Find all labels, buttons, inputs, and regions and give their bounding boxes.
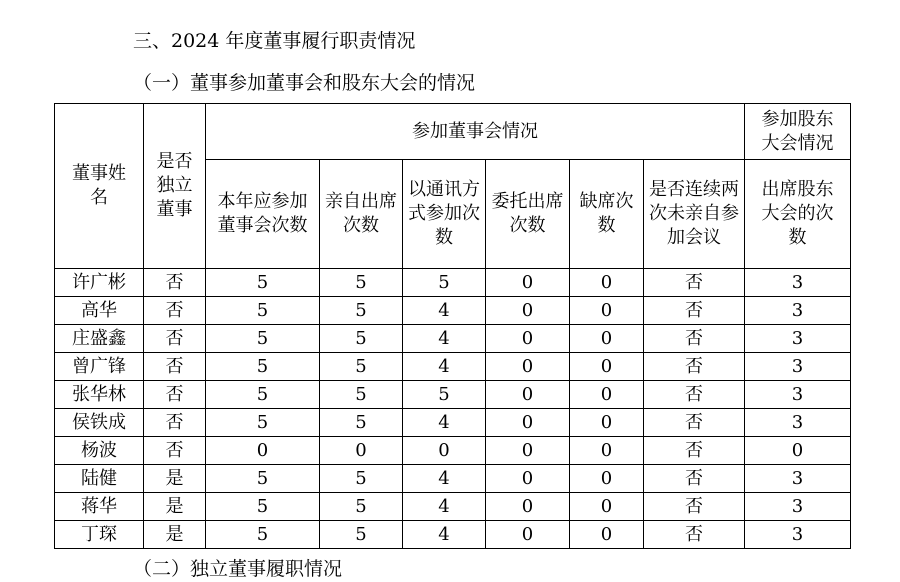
cell-proxy: 0 [486, 437, 570, 465]
header-consecutive-absence: 是否连续两次未亲自参加会议 [644, 160, 745, 269]
cell-consecutive: 否 [644, 353, 745, 381]
header-board-group: 参加董事会情况 [206, 104, 745, 160]
cell-proxy: 0 [486, 269, 570, 297]
cell-independent: 否 [144, 409, 206, 437]
cell-absent: 0 [570, 269, 644, 297]
cell-absent: 0 [570, 409, 644, 437]
cell-in-person: 5 [320, 297, 403, 325]
cell-shareholder: 3 [745, 269, 851, 297]
cell-remote: 5 [403, 269, 486, 297]
cell-proxy: 0 [486, 381, 570, 409]
cell-remote: 4 [403, 493, 486, 521]
header-absent: 缺席次数 [570, 160, 644, 269]
cell-absent: 0 [570, 465, 644, 493]
cell-required: 5 [206, 269, 320, 297]
cell-consecutive: 否 [644, 325, 745, 353]
table-row [55, 521, 851, 549]
cell-in-person: 0 [320, 437, 403, 465]
subsection-heading: （一）董事参加董事会和股东大会的情况 [133, 72, 476, 94]
cell-shareholder: 3 [745, 325, 851, 353]
cell-independent: 是 [144, 493, 206, 521]
cell-in-person: 5 [320, 381, 403, 409]
cell-in-person: 5 [320, 409, 403, 437]
cell-name: 蒋华 [55, 493, 144, 521]
cell-independent: 否 [144, 297, 206, 325]
cell-in-person: 5 [320, 325, 403, 353]
cell-independent: 否 [144, 325, 206, 353]
cell-independent: 否 [144, 381, 206, 409]
next-subsection-heading: （二）独立董事履职情况 [133, 558, 343, 580]
cell-independent: 否 [144, 269, 206, 297]
cell-shareholder: 3 [745, 353, 851, 381]
table-row [55, 493, 851, 521]
cell-required: 5 [206, 381, 320, 409]
cell-proxy: 0 [486, 325, 570, 353]
cell-independent: 是 [144, 465, 206, 493]
header-independent: 是否独立董事 [144, 104, 206, 269]
cell-remote: 4 [403, 521, 486, 549]
cell-consecutive: 否 [644, 521, 745, 549]
table-row [55, 409, 851, 437]
cell-shareholder: 3 [745, 465, 851, 493]
cell-absent: 0 [570, 381, 644, 409]
cell-remote: 5 [403, 381, 486, 409]
cell-in-person: 5 [320, 269, 403, 297]
cell-proxy: 0 [486, 297, 570, 325]
cell-name: 许广彬 [55, 269, 144, 297]
header-required-meetings: 本年应参加董事会次数 [206, 160, 320, 269]
table-row [55, 325, 851, 353]
cell-required: 5 [206, 325, 320, 353]
header-shareholder-attendance: 出席股东大会的次数 [745, 160, 851, 269]
section-heading: 三、2024 年度董事履行职责情况 [133, 30, 416, 52]
cell-consecutive: 否 [644, 297, 745, 325]
cell-proxy: 0 [486, 409, 570, 437]
cell-proxy: 0 [486, 353, 570, 381]
cell-remote: 4 [403, 353, 486, 381]
cell-in-person: 5 [320, 493, 403, 521]
header-remote: 以通讯方式参加次数 [403, 160, 486, 269]
cell-name: 高华 [55, 297, 144, 325]
cell-absent: 0 [570, 493, 644, 521]
cell-required: 5 [206, 297, 320, 325]
table-row [55, 269, 851, 297]
cell-shareholder: 0 [745, 437, 851, 465]
cell-consecutive: 否 [644, 409, 745, 437]
cell-required: 5 [206, 409, 320, 437]
cell-proxy: 0 [486, 521, 570, 549]
cell-remote: 0 [403, 437, 486, 465]
cell-name: 丁琛 [55, 521, 144, 549]
cell-in-person: 5 [320, 521, 403, 549]
cell-absent: 0 [570, 325, 644, 353]
cell-remote: 4 [403, 325, 486, 353]
cell-shareholder: 3 [745, 521, 851, 549]
cell-consecutive: 否 [644, 269, 745, 297]
header-director-name: 董事姓名 [55, 104, 144, 269]
cell-proxy: 0 [486, 493, 570, 521]
cell-name: 庄盛鑫 [55, 325, 144, 353]
cell-consecutive: 否 [644, 465, 745, 493]
table-row [55, 381, 851, 409]
cell-proxy: 0 [486, 465, 570, 493]
cell-absent: 0 [570, 437, 644, 465]
cell-name: 曾广锋 [55, 353, 144, 381]
cell-consecutive: 否 [644, 437, 745, 465]
cell-shareholder: 3 [745, 409, 851, 437]
cell-shareholder: 3 [745, 381, 851, 409]
cell-remote: 4 [403, 297, 486, 325]
cell-independent: 否 [144, 353, 206, 381]
header-shareholder-group: 参加股东大会情况 [745, 104, 851, 160]
cell-remote: 4 [403, 409, 486, 437]
cell-in-person: 5 [320, 353, 403, 381]
director-attendance-table [54, 103, 851, 549]
cell-consecutive: 否 [644, 381, 745, 409]
cell-independent: 是 [144, 521, 206, 549]
cell-name: 侯铁成 [55, 409, 144, 437]
table-row [55, 437, 851, 465]
cell-required: 5 [206, 493, 320, 521]
cell-required: 5 [206, 465, 320, 493]
cell-absent: 0 [570, 353, 644, 381]
cell-remote: 4 [403, 465, 486, 493]
header-proxy: 委托出席次数 [486, 160, 570, 269]
cell-shareholder: 3 [745, 297, 851, 325]
cell-required: 5 [206, 353, 320, 381]
cell-name: 陆健 [55, 465, 144, 493]
cell-absent: 0 [570, 297, 644, 325]
cell-absent: 0 [570, 521, 644, 549]
cell-shareholder: 3 [745, 493, 851, 521]
cell-name: 张华林 [55, 381, 144, 409]
table-row [55, 297, 851, 325]
table-row [55, 465, 851, 493]
cell-independent: 否 [144, 437, 206, 465]
cell-required: 5 [206, 521, 320, 549]
cell-in-person: 5 [320, 465, 403, 493]
cell-name: 杨波 [55, 437, 144, 465]
table-row [55, 353, 851, 381]
header-in-person: 亲自出席次数 [320, 160, 403, 269]
cell-consecutive: 否 [644, 493, 745, 521]
cell-required: 0 [206, 437, 320, 465]
